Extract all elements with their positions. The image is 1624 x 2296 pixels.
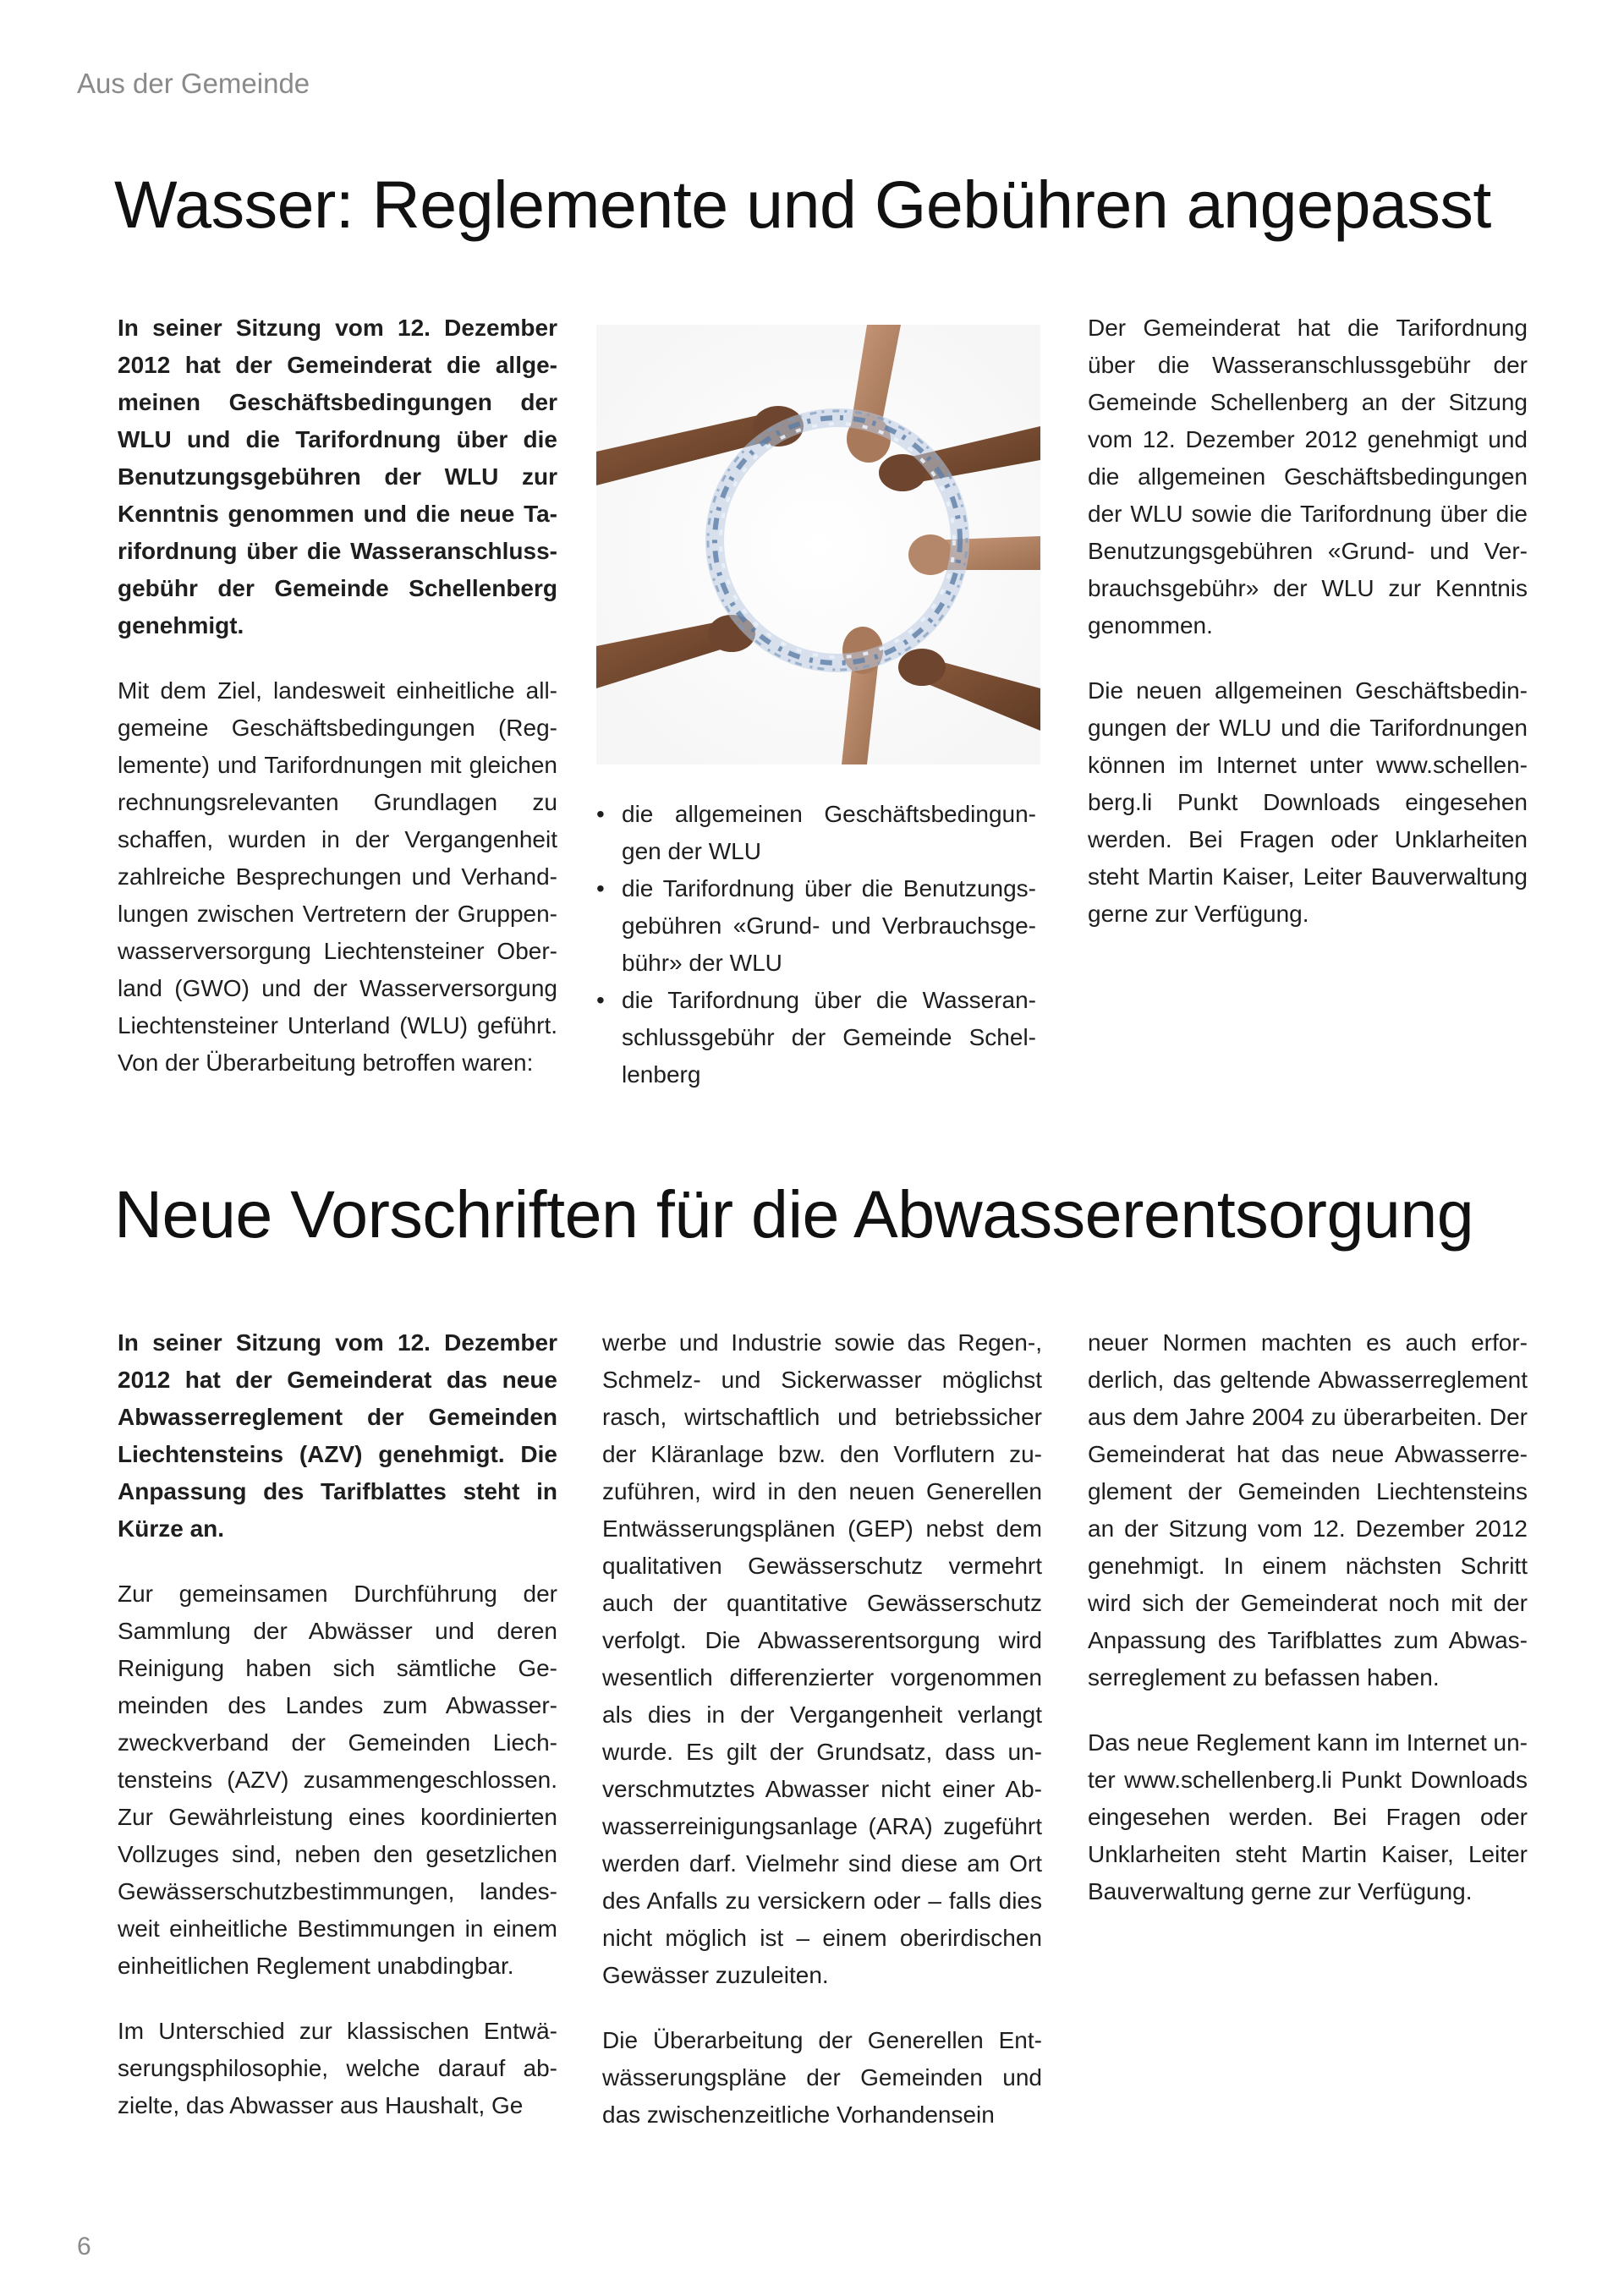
article2-column-2 [602,1324,1042,2162]
article2-col3-paragraph-2: Das neue Reglement kann im Internet unter www.schellenberg.li Punkt Downloads eingesehen werden. Bei Fragen oder Unklarheiten steht Martin Kaiser, Leiter Bauverwaltung gerne zur Verfügung. [1088,1729,1528,1904]
article1-column-1 [118,310,557,1110]
article1-col3-paragraph-2: Die neuen allgemeinen Geschäftsbedingungen der WLU und die Tarifordnungen können im Internet unter www.schellenberg.li Punkt Downloads eingesehen werden. Bei Fragen oder Unklarheiten steht Martin Kaiser, Leiter Bauverwaltung gerne zur Verfügung. [1088,677,1528,927]
page-number: 6 [77,2233,91,2260]
article-title-water: Wasser: Reglemente und Gebühren angepasst [114,167,1491,242]
list-item: • die Tarifordnung über die Benutzungsgebühren «Grund- und Verbrauchsgebühr» der WLU [596,870,1036,982]
article2-col2-paragraph-1: werbe und Industrie sowie das Regen-, Schmelz- und Sickerwasser möglichst rasch, wirtschaftlich und betriebssicher der Kläranlage bzw. den Vorflutern zuzuführen, wird in den neuen Generellen Entwässerungsplänen (GEP) nebst dem qualitativen Gewässerschutz vermehrt auch der quantitative Gewässerschutz verfolgt. Die Abwasserentsorgung wird wesentlich differenzierter vorgenommen als dies in der Vergangenheit verlangt wurde. Es gilt der Grundsatz, dass unverschmutztes Abwasser nicht einer Abwasserreinigungsanlage (ARA) zugeführt werden darf. Vielmehr sind diese am Ort des Anfalls zu versickern oder – falls dies nicht möglich ist – einem oberirdischen Gewässer zuzuleiten. [602,1329,1042,1988]
article2-lead: In seiner Sitzung vom 12. Dezember 2012 hat der Gemeinderat das neue Abwasserreglement der Gemeinden Liechtensteins (AZV) genehmigt. Die Anpassung des Tarifblattes steht in Kürze an. [118,1329,557,1542]
section-label: Aus der Gemeinde [77,68,310,99]
list-item: • die allgemeinen Geschäftsbedingungen der WLU [596,796,1036,870]
article1-col3-paragraph-1: Der Gemeinderat hat die Tarifordnung über die Wasseranschlussgebühr der Gemeinde Schellenberg an der Sitzung vom 12. Dezember 2012 genehmigt und die allgemeinen Geschäftsbedingungen der WLU sowie die Tarifordnung über die Benutzungsgebühren «Grund- und Verbrauchsgebühr» der WLU zur Kenntnis genommen. [1088,315,1528,638]
article1-body-paragraph: Mit dem Ziel, landesweit einheitliche allgemeine Geschäftsbedingungen (Reglemente) und Tarifordnungen mit gleichen rechnungsrelevanten Grundlagen zu schaffen, wurden in der Vergangenheit zahlreiche Besprechungen und Verhandlungen zwischen Vertretern der Gruppenwasserversorgung Liechtensteiner Oberland (GWO) und der Wasserversorgung Liechtensteiner Unterland (WLU) geführt. Von der Überarbeitung betroffen waren: [118,677,557,1076]
article2-col2-paragraph-2: Die Überarbeitung der Generellen Entwässerungspläne der Gemeinden und das zwischenzeitliche Vorhandensein [602,2027,1042,2128]
article2-col1-paragraph-2: Zur gemeinsamen Durchführung der Sammlung der Abwässer und deren Reinigung haben sich sämtliche Gemeinden des Landes zum Abwasserzweckverband der Gemeinden Liechtensteins (AZV) zusammengeschlossen. Zur Gewährleistung eines koordinierten Vollzuges sind, neben den gesetzlichen Gewässerschutzbestimmungen, landesweit einheitliche Bestimmungen in einem einheitlichen Reglement unabdingbar. [118,1581,557,1979]
article1-column-3 [1088,310,1528,961]
article1-column-2 [596,796,1036,1093]
water-ring-hands-photo [596,325,1040,764]
list-item: • die Tarifordnung über die Wasseranschlussgebühr der Gemeinde Schellenberg [596,982,1036,1093]
article2-col3-paragraph-1: neuer Normen machten es auch erforderlich, das geltende Abwasserreglement aus dem Jahre 2004 zu überarbeiten. Der Gemeinderat hat das neue Abwasserreglement der Gemeinden Liechtensteins an der Sitzung vom 12. Dezember 2012 genehmigt. In einem nächsten Schritt wird sich der Gemeinderat noch mit der Anpassung des Tarifblattes zum Abwasserreglement zu befassen haben. [1088,1329,1528,1690]
article1-lead: In seiner Sitzung vom 12. Dezember 2012 hat der Gemeinderat die allgemeinen Geschäftsbedingungen der WLU und die Tarifordnung über die Benutzungsgebühren der WLU zur Kenntnis genommen und die neue Tarifordnung über die Wasseranschlussgebühr der Gemeinde Schellenberg genehmigt. [118,315,557,638]
article2-column-3 [1088,1324,1528,1938]
affected-regulations-list [596,796,1036,1093]
article2-column-1 [118,1324,557,2152]
article-title-wastewater: Neue Vorschriften für die Abwasserentsorgung [114,1176,1474,1252]
article2-col1-paragraph-3: Im Unterschied zur klassischen Entwäserungsphilosophie, welche darauf abzielte, das Abwasser aus Haushalt, Ge [118,2018,557,2118]
